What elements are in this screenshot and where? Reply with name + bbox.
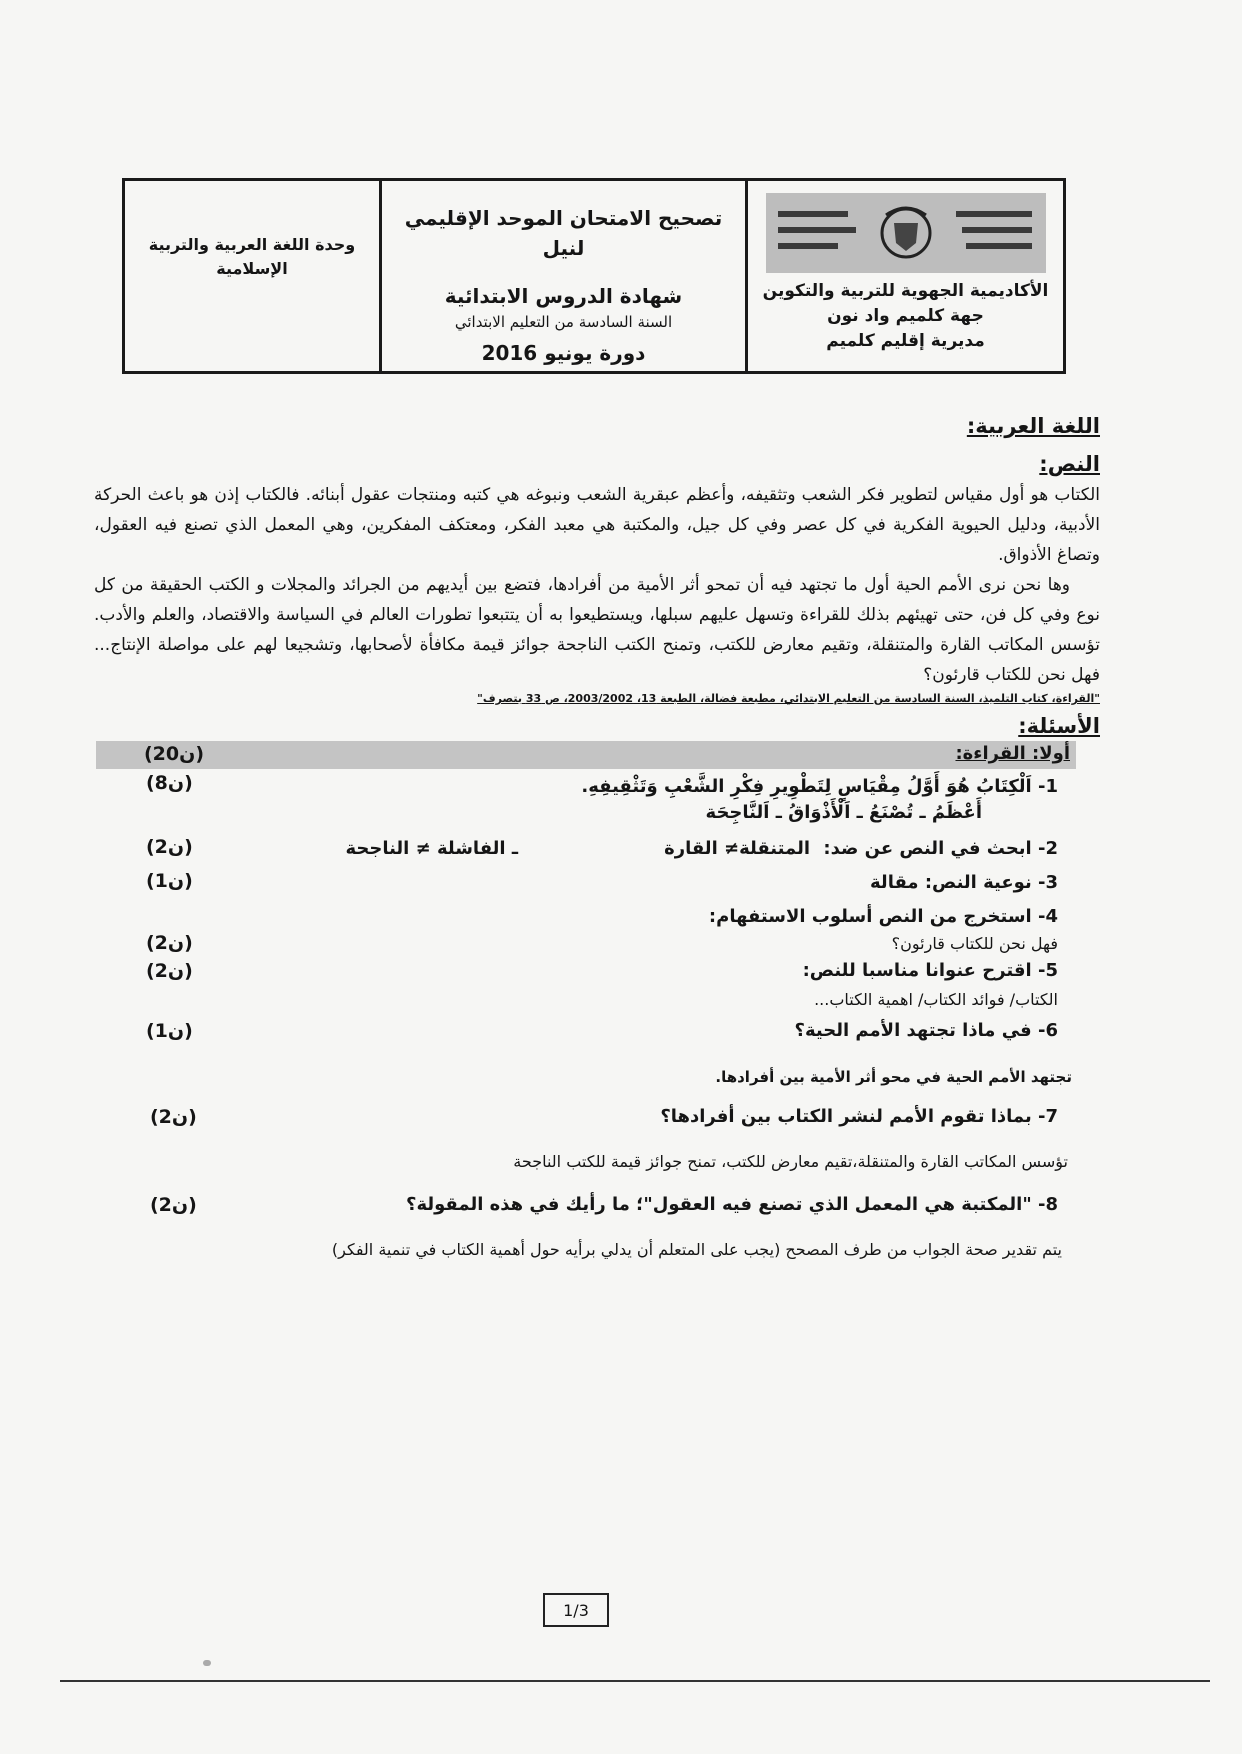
question-7: 7- بماذا تقوم الأمم لنشر الكتاب بين أفرادها؟	[660, 1106, 1058, 1127]
section-band	[96, 741, 1076, 769]
questions-heading: الأسئلة:	[1018, 714, 1100, 738]
question-3: 3- نوعية النص: مقالة	[870, 872, 1058, 893]
academy-name: الأكاديمية الجهوية للتربية والتكوين	[762, 281, 1049, 301]
question-1: 1- اَلْكِتَابُ هُوَ أَوَّلُ مِقْيَاسٍ لِتَطْوِيرِ فِكْرِ الشَّعْبِ وَتَثْقِيفِهِ.	[581, 776, 1058, 797]
text-paragraph-1: الكتاب هو أول مقياس لتطوير فكر الشعب وتثقيفه، وأعظم عبقرية الشعب ونبوغه هي كتبه ومنتجات عقول أبنائه. فالكتاب إذن هو باعث الحركة الأدبية، ودليل الحيوية الفكرية في كل عصر وفي كل جيل، والمكتبة هي معبد الفكر، ومعتكف المفكرين، وهي المعمل الذي تصنع فيه العقول، وتصاغ الأذواق.	[94, 485, 1100, 565]
question-4-points: (2ن)	[146, 932, 193, 954]
section-1-label: أولا: القراءة:	[955, 743, 1070, 764]
question-2: 2- ابحث في النص عن ضد:	[823, 838, 1058, 859]
answer-1: أَعْظَمُ ـ تُصْنَعُ ـ اَلْأَذْوَاقُ ـ اَلنَّاجِحَة	[705, 802, 982, 823]
question-4: 4- استخرج من النص أسلوب الاستفهام:	[708, 906, 1058, 927]
text-paragraph-2: وها نحن نرى الأمم الحية أول ما تجتهد فيه أن تمحو أثر الأمية من أفرادها، فتضع بين أيديهم من الجرائد والمجلات و الكتب الحقيقة من كل نوع وفي كل فن، حتى تهيئهم بذلك للقراءة وتسهل عليهم سبلها، ويستطيعوا به أن يتتبعوا تطورات العالم في السياسة والاقتصاد، والعلم والأدب. تؤسس المكاتب القارة والمتنقلة، وتقيم معارض للكتب، وتمنح الكتب الناجحة جوائز قيمة مكافأة لأصحابها، وتشجيعا لهم على مواصلة الإنتاج... فهل نحن للكتاب قارئون؟	[94, 575, 1100, 685]
answer-4: فهل نحن للكتاب قارئون؟	[891, 934, 1058, 953]
directorate-name: مديرية إقليم كلميم	[826, 331, 985, 351]
answer-7: تؤسس المكاتب القارة والمتنقلة،تقيم معارض للكتب، تمنح جوائز قيمة للكتب الناجحة	[513, 1152, 1068, 1171]
grade-level: السنة السادسة من التعليم الابتدائي	[454, 313, 673, 331]
header-title-cell	[379, 181, 745, 371]
question-1-points: (8ن)	[146, 772, 193, 794]
header-table	[122, 178, 1066, 374]
question-6: 6- في ماذا تجتهد الأمم الحية؟	[794, 1020, 1058, 1041]
answer-8: يتم تقدير صحة الجواب من طرف المصحح (يجب على المتعلم أن يدلي برأيه حول أهمية الكتاب في تنمية الفكر)	[331, 1240, 1062, 1259]
answer-2b: ـ الفاشلة ≠ الناجحة	[345, 838, 518, 859]
section-1-points: (20ن)	[144, 743, 205, 765]
svg-text:المملكة المغربية: المملكة المغربية	[997, 269, 1005, 270]
ministry-logo	[766, 193, 1046, 273]
page-number: 1/3	[543, 1593, 609, 1627]
question-3-points: (1ن)	[146, 870, 193, 892]
text-reference: "القراءة، كتاب التلميذ، السنة السادسة من التعليم الابتدائي، مطبعة فضالة، الطبعة 13، 2003/2002، ص 33 بتصرف"	[477, 692, 1100, 705]
exam-session: دورة يونيو 2016	[481, 341, 646, 365]
subject-heading: اللغة العربية:	[966, 414, 1100, 438]
question-2-points: (2ن)	[146, 836, 193, 858]
question-5: 5- اقترح عنوانا مناسبا للنص:	[802, 960, 1058, 981]
question-8-points: (2ن)	[150, 1194, 197, 1216]
question-7-points: (2ن)	[150, 1106, 197, 1128]
header-unit-cell	[125, 181, 379, 371]
scan-dot	[203, 1660, 211, 1666]
subject-unit: وحدة اللغة العربية والتربية الإسلامية	[148, 235, 356, 278]
question-6-points: (1ن)	[146, 1020, 193, 1042]
answer-6: تجتهد الأمم الحية في محو أثر الأمية بين أفرادها.	[715, 1068, 1072, 1086]
answer-5: الكتاب/ فوائد الكتاب/ اهمية الكتاب...	[814, 990, 1058, 1009]
certificate-name: شهادة الدروس الابتدائية	[444, 284, 683, 308]
text-heading: النص:	[1039, 452, 1100, 476]
question-5-points: (2ن)	[146, 960, 193, 982]
answer-2a: المتنقلة≠ القارة	[664, 838, 810, 859]
region-name: جهة كلميم واد نون	[827, 306, 984, 326]
footer-rule	[60, 1680, 1210, 1682]
question-8: 8- "المكتبة هي المعمل الذي تصنع فيه العقول"؛ ما رأيك في هذه المقولة؟	[406, 1194, 1058, 1215]
exam-title: تصحيح الامتحان الموحد الإقليمي لنيل	[404, 206, 723, 260]
header-org-cell	[745, 181, 1063, 371]
